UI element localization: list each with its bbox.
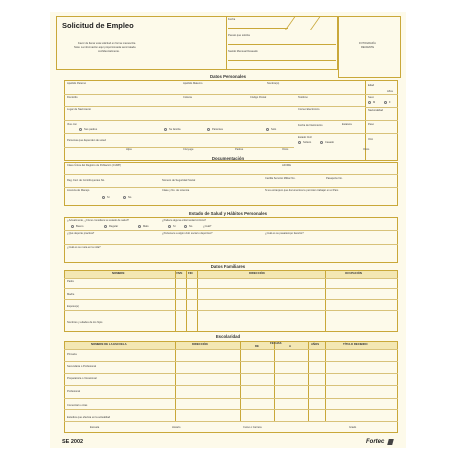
intro-line-1: Favor de llenar esta solicitud en forma manuscrita [78,42,136,45]
peso-label: Peso [368,123,374,126]
meta-label: ¿Cuál es su meta en la vida? [67,246,101,249]
casado-label: Casado [325,141,334,144]
escolaridad-col-a: A [289,344,292,348]
nacionalidad-label: Nacionalidad [368,109,383,112]
familiares-col-nombre: NOMBRE [112,271,125,275]
vive-padres-label: Sus padres [84,128,98,131]
escolaridad-col-direccion: DIRECCIÓN [192,342,208,346]
otro-label: Otro [368,138,374,141]
fecha-label: Fecha [228,18,236,21]
otros-label-2: Otros [363,148,370,151]
estado-salud-label: ¿Actualmente, ¿Cómo considera su estado de salud? [67,219,129,222]
dependen-label: Personas que dependen de usted [67,139,106,142]
correo-label: Correo Electrónico [298,108,320,111]
estudios-curso-label: Curso o Carrera [243,426,262,429]
brand-logo-mark [387,439,394,445]
puesto-label: Puesto que solicita [228,34,250,37]
vive-familia-label: Su familia [169,128,181,131]
codigo-postal-label: Código Postal [250,96,267,99]
nombres-label: Nombre(s) [267,82,280,85]
vive-parientes-label: Parientes [212,128,223,131]
enfermedad-no-label: No [189,225,193,228]
escuela-row-profesional: Profesional [67,390,80,393]
form-title: Solicitud de Empleo [62,21,134,30]
familiar-row-hijos: Nombres y edades de los hijos [67,321,103,324]
hijos-label: Hijos [126,148,132,151]
salud-regular-label: Regular [109,225,119,228]
familiares-col-direccion: DIRECCIÓN [249,271,265,275]
form-code: SE 2002 [62,439,84,445]
escolaridad-col-nombre: NOMBRE DE LA ESCUELA [91,342,127,346]
pasaporte-label: Pasaporte No. [326,177,343,180]
estatura-label: Estatura [342,123,352,126]
familiares-table [64,270,398,332]
section-title-documentacion: Documentación [211,156,245,161]
section-title-familiares: Datos Familiares [210,264,246,269]
sexo-m-label: M [373,101,376,104]
anos-label: Años [387,90,393,93]
familiar-row-esposo: Esposo(a) [67,305,79,308]
sueldo-label: Sueldo Mensual Deseado [228,50,258,53]
escolaridad-table [64,341,398,433]
estudios-actuales-label: Estudios que efectúa en la actualidad [67,416,111,419]
section-title-salud: Estado de Salud y Hábitos Personales [188,211,268,216]
salud-box [64,217,398,263]
vive-solo-label: Solo [271,128,277,131]
curp-label: Clave Única del Registro de Población (CURP) [67,164,122,167]
extranjero-label: Si es extranjero que documentos le permiten trabajar en el País [265,189,339,192]
section-title-escolaridad: Escolaridad [215,334,241,339]
intro-line-3: confidencialmente. [98,50,120,53]
salud-bueno-label: Bueno [76,225,84,228]
padres-label: Padres [235,148,244,151]
documentacion-box [64,162,398,206]
intro-line-2: Nota: La información aquí proporcionada será tratada [74,46,136,49]
cual-label: ¿Cuál? [203,225,212,228]
club-label: ¿Pertenece a algún club social o deportivo? [162,232,213,235]
estudios-grado-label: Grado [349,426,357,429]
sexo-label: Sexo [368,96,374,99]
telefono-label: Teléfono [298,96,308,99]
familiares-col-fin: FIN [188,271,193,275]
pasatiempo-label: ¿Cuál es su pasatiempo favorito? [265,232,304,235]
rfc-label: Reg. Fed. de Contribuyentes No. [67,179,105,182]
estado-civil-label: Estado Civil [298,136,312,139]
familiar-row-madre: Madre [67,293,75,296]
estudios-horario-label: Horario [172,426,181,429]
otros-label: Otros [282,148,289,151]
photo-label-1: FOTOGRAFÍA [359,42,376,45]
escuela-row-secundaria: Secundaria o Profesional [67,365,96,368]
escolaridad-col-de: DE [255,344,259,348]
conyuge-label: Cónyuge [183,148,194,151]
vive-con-label: Vive con [67,123,77,126]
form-sheet [50,12,406,448]
soltero-label: Soltero [303,141,312,144]
escuela-row-primaria: Primaria [67,353,77,356]
afore-label: AFORE [282,164,291,167]
enfermedad-si-label: Sí [173,225,176,228]
licencia-si-label: Sí [107,196,110,199]
salud-malo-label: Malo [143,225,149,228]
familiares-col-vive: VIVE [176,271,183,275]
escuela-row-comercial: Comercial u otras [67,404,88,407]
section-title-personales: Datos Personales [209,74,247,79]
familiar-row-padre: Padre [67,280,74,283]
familiares-col-ocupacion: OCUPACIÓN [345,271,362,275]
estudios-escuela-label: Escuela [90,426,100,429]
fecha-nacimiento-label: Fecha de Nacimiento [298,124,323,127]
colonia-label: Colonia [183,96,192,99]
sexo-f-label: F [389,101,391,104]
escolaridad-col-anos: AÑOS [311,342,320,346]
apellido-paterno-label: Apellido Paterno [67,82,87,85]
escolaridad-col-titulo: TÍTULO RECIBIDO [343,342,368,346]
cartilla-label: Cartilla Servicio Militar No. [265,177,296,180]
lugar-nacimiento-label: Lugar de Nacimiento [67,108,91,111]
licencia-no-label: No [128,196,132,199]
brand-logo: Fortec [366,439,385,445]
deporte-label: ¿Qué deporte practica? [67,232,95,235]
escolaridad-col-fechas: FECHAS [270,341,282,345]
domicilio-label: Domicilio [67,96,78,99]
enfermedad-label: ¿Padece alguna enfermedad crónica? [162,219,206,222]
apellido-materno-label: Apellido Materno [183,82,203,85]
nss-label: Número de Seguridad Social [162,179,196,182]
clase-licencia-label: Clase y No. de Licencia [162,189,190,192]
photo-label-2: RECIENTE [361,46,375,49]
licencia-label: Licencia de Manejo [67,189,90,192]
edad-label: Edad [368,84,375,87]
escuela-row-preparatoria: Preparatoria o Vocacional [67,377,97,380]
